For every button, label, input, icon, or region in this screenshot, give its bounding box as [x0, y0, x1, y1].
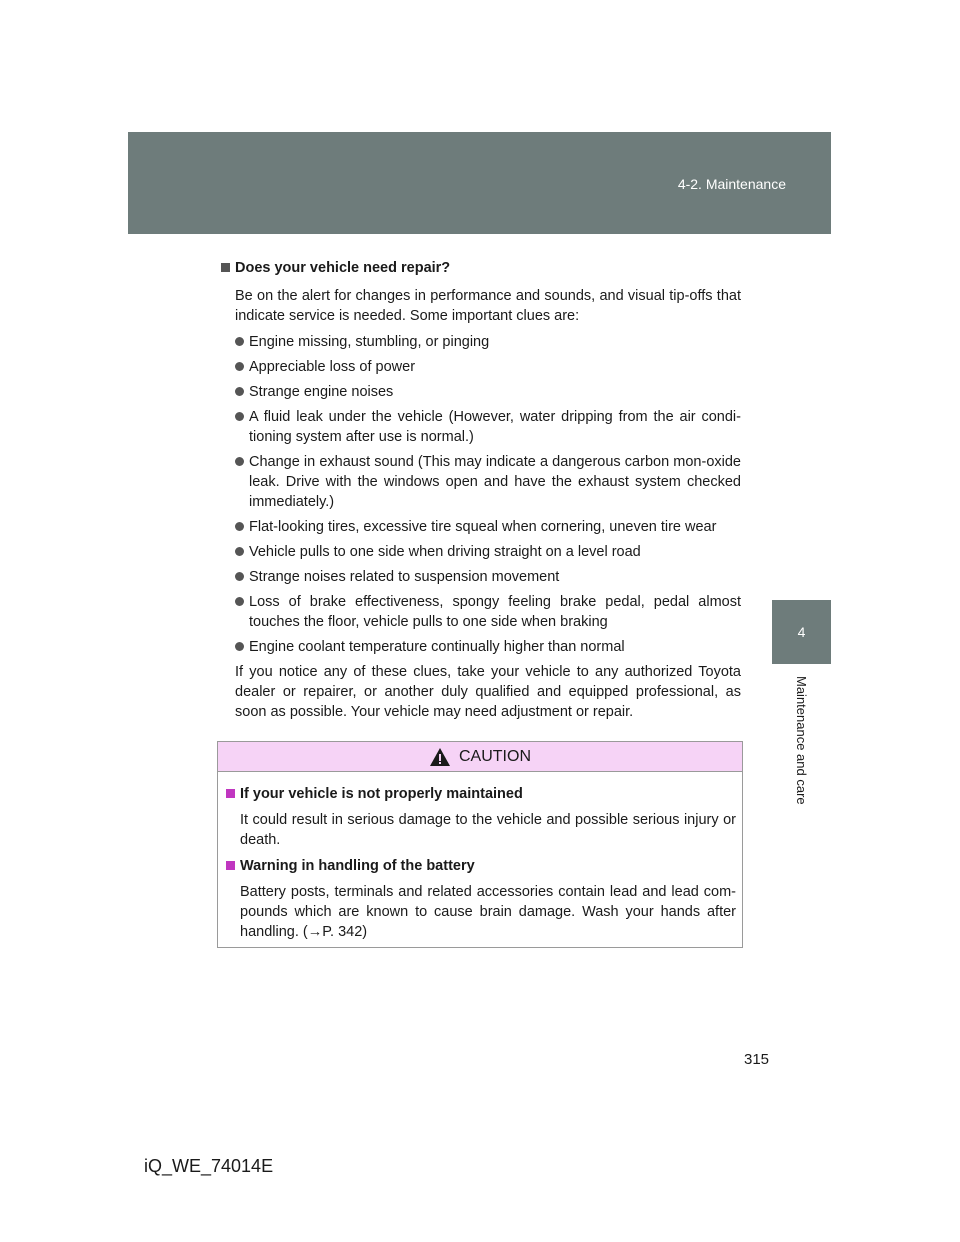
dot-bullet-icon [235, 572, 244, 581]
list-item: Strange engine noises [235, 382, 741, 402]
list-item: Vehicle pulls to one side when driving straight on a level road [235, 542, 741, 562]
list-item: Appreciable loss of power [235, 357, 741, 377]
dot-bullet-icon [235, 337, 244, 346]
list-item: Loss of brake effectiveness, spongy feeling brake pedal, pedal almost touches the floor, vehicle pulls to one side when braking [235, 592, 741, 632]
chapter-tab-label: Maintenance and care [794, 676, 809, 805]
page-number: 315 [744, 1051, 770, 1068]
caution-item-text: It could result in serious damage to the vehicle and possible serious injury or death. [240, 812, 736, 848]
warning-triangle-icon [429, 747, 451, 767]
square-bullet-icon [221, 263, 230, 272]
section-title: 4-2. Maintenance [677, 176, 786, 192]
list-item: A fluid leak under the vehicle (However, water dripping from the air condi-tioning system after use is normal.) [235, 407, 741, 447]
dot-bullet-icon [235, 642, 244, 651]
caution-title: CAUTION [459, 747, 531, 765]
dot-bullet-icon [235, 457, 244, 466]
dot-bullet-icon [235, 362, 244, 371]
chapter-tab [772, 664, 831, 944]
dot-bullet-icon [235, 522, 244, 531]
square-bullet-icon [226, 861, 235, 870]
caution-body [218, 772, 742, 942]
repair-intro: Be on the alert for changes in performance and sounds, and visual tip-offs that indicate service is needed. Some important clues are: [235, 288, 741, 324]
dot-bullet-icon [235, 412, 244, 421]
list-item: Flat-looking tires, excessive tire squeal when cornering, uneven tire wear [235, 517, 741, 537]
list-item: Strange noises related to suspension movement [235, 567, 741, 587]
dot-bullet-icon [235, 597, 244, 606]
repair-section [221, 258, 741, 722]
dot-bullet-icon [235, 387, 244, 396]
caution-item-text: Battery posts, terminals and related accessories contain lead and lead com-pounds which are known to cause brain damage. Wash your hands after handling. (→P. 342) [240, 884, 736, 940]
caution-box [217, 741, 743, 948]
clue-list [235, 332, 741, 657]
chapter-tab-number: 4 [772, 600, 831, 664]
caution-item-heading: If your vehicle is not properly maintained [226, 784, 736, 804]
repair-heading [221, 258, 741, 278]
dot-bullet-icon [235, 547, 244, 556]
repair-heading-text: Does your vehicle need repair? [235, 260, 451, 276]
header-band [128, 132, 831, 234]
list-item: Engine coolant temperature continually higher than normal [235, 637, 741, 657]
list-item: Change in exhaust sound (This may indicate a dangerous carbon mon-oxide leak. Drive with the windows open and have the exhaust system checked immediately.) [235, 452, 741, 512]
caution-header [218, 742, 742, 772]
caution-item-heading: Warning in handling of the battery [226, 856, 736, 876]
document-code: iQ_WE_74014E [144, 1156, 274, 1176]
repair-closing: If you notice any of these clues, take your vehicle to any authorized Toyota dealer or repairer, or another duly qualified and equipped professional, as soon as possible. Your vehicle may need adjustment or repair. [235, 664, 741, 720]
square-bullet-icon [226, 789, 235, 798]
list-item: Engine missing, stumbling, or pinging [235, 332, 741, 352]
